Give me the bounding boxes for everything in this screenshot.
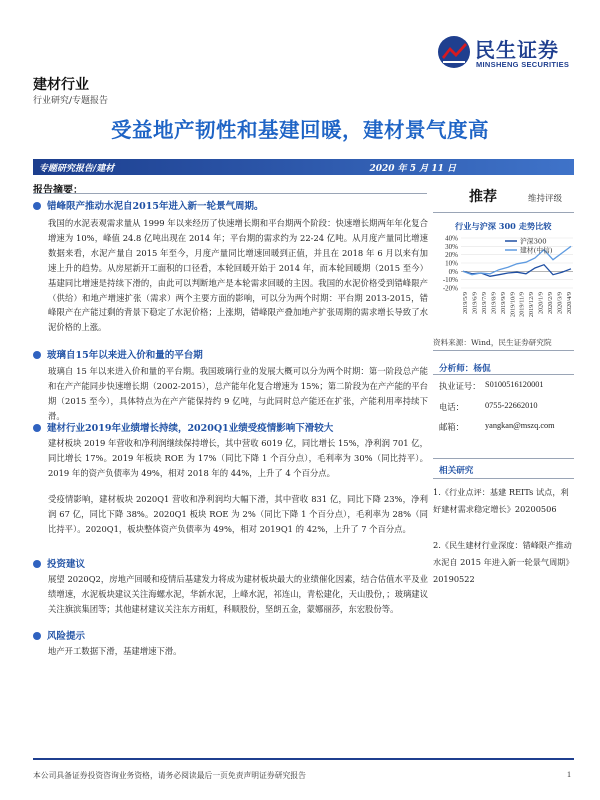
- related-research-heading: 相关研究: [439, 466, 474, 476]
- chart-x-tick-label: 2019/12/9: [528, 292, 536, 318]
- chart-y-tick-label: 40%: [445, 234, 458, 243]
- analyst-cert-key: 执业证号：: [439, 381, 481, 391]
- related-item[interactable]: 2.《民生建材行业深度：错峰限产推动水泥自 2015 年进入新一轮景气周期》20190522: [433, 540, 574, 584]
- bullet-icon: [33, 560, 41, 568]
- source-divider: [433, 350, 574, 351]
- chart-y-tick-label: -10%: [442, 276, 458, 285]
- section-paragraph: 我国的水泥表观需求量从 1999 年以来经历了快速增长期和平台期两个阶段：快速增长期两年年化复合增速为 10%，峰值 24.8 亿吨出现在 2014 年；平台期的需求约为 22-24 亿吨。从月度产量同比增速数据来看，水泥产量自 2015 年至今，月度产量同比增速回暖到正值，并且在 2018 年 6 月以来有加速上升的趋势。从房屋新开工面积的口径看，本轮回暖开始于 2014 年，而本轮回暖期（2015 至今）基建同比增速是持续下滑的，由此可以判断地产是本轮需求回暖的主因。我国的水泥价格受到错峰限产（供给）和地产增速扩张（需求）两个主要方面的影响，可以分为两个时期：平台期 2013-2015，错峰限产在产能过剩的背景下稳定了水泥价格；上涨期，错峰限产叠加地产扩张周期的需求增长导致了水泥价格的上涨。: [48, 218, 428, 333]
- chart-x-tick-label: 2020/2/9: [547, 292, 555, 315]
- brand-logo: [437, 33, 572, 71]
- brand-name-cn: 民生证券: [475, 38, 559, 62]
- page-number: 1: [567, 770, 571, 779]
- section-paragraph: 地产开工数据下滑，基建增速下滑。: [48, 646, 182, 656]
- report-category: 专题研究报告/建材: [39, 164, 115, 174]
- trend-chart: [433, 232, 578, 335]
- analyst-cert-value: S0100516120001: [485, 380, 544, 389]
- chart-x-tick-label: 2019/10/9: [509, 292, 517, 318]
- chart-y-tick-label: 30%: [445, 242, 458, 251]
- chart-x-tick-label: 2019/6/9: [471, 292, 479, 315]
- section-title: 风险提示: [33, 628, 427, 642]
- section-title: 玻璃自15年以来进入价和量的平台期: [33, 347, 427, 361]
- related-divider-top: [433, 458, 574, 459]
- chart-x-tick-label: 2020/4/9: [566, 292, 573, 315]
- analyst-phone-row: [439, 401, 538, 413]
- chart-y-tick-label: -20%: [442, 284, 458, 293]
- summary-heading: 报告摘要：: [33, 185, 83, 196]
- chart-y-tick-label: 10%: [445, 259, 458, 268]
- analyst-cert-row: [439, 380, 544, 392]
- analyst-name: 分析师：杨侃: [439, 364, 491, 374]
- chart-x-tick-label: 2020/3/9: [556, 292, 564, 315]
- section-title: 投资建议: [33, 556, 427, 570]
- chart-x-tick-label: 2019/7/9: [480, 292, 488, 315]
- chart-x-tick-label: 2019/8/9: [490, 292, 498, 315]
- chart-legend-label: 建材(中信): [520, 246, 553, 255]
- bullet-icon: [33, 424, 41, 432]
- report-date: 2020 年 5 月 11 日: [369, 164, 456, 174]
- report-title: 受益地产韧性和基建回暖，建材景气度高: [111, 118, 489, 142]
- footer-disclaimer: 本公司具备证券投资咨询业务资格，请务必阅读最后一页免责声明证券研究报告: [33, 771, 306, 780]
- analyst-email-row: [439, 421, 555, 433]
- bullet-icon: [33, 351, 41, 359]
- section-paragraph: 建材板块 2019 年营收和净利润继续保持增长，其中营收 6019 亿，同比增长 15%，净利润 701 亿，同比增长 17%。2019 年板块 ROE 为 17%（同比下降 1 个百分点），毛利率为 30%（同比持平）。2019 年的资产负债率为 49%，相对 2018 年的 44%，上升了 4 个百分点。: [48, 438, 428, 478]
- brand-name-en: MINSHENG SECURITIES: [476, 60, 570, 69]
- report-info-band: [33, 159, 574, 175]
- rating-label: 推荐: [469, 189, 497, 205]
- industry-label: 建材行业: [33, 77, 89, 93]
- footer-rule: [33, 758, 574, 760]
- bullet-icon: [33, 632, 41, 640]
- chart-y-tick-label: 0%: [448, 267, 458, 276]
- chart-legend-label: 沪深300: [520, 237, 547, 246]
- section-paragraph: 玻璃自 15 年以来进入价和量的平台期。我国玻璃行业的发展大概可以分为两个时期：第一阶段总产能和在产产能同步快速增长期（2002-2015），总产能年化复合增速为 15%；第二阶段为在产产能的平台期（2015 至今），具体特点为在产产能保持约 9 亿吨，与此同时总产能还在扩张，产能利用率持续下滑。: [48, 366, 428, 421]
- chart-x-tick-label: 2019/11/9: [518, 292, 526, 317]
- chart-x-tick-label: 2019/5/9: [462, 292, 469, 315]
- chart-series-line: [463, 265, 571, 277]
- chart-x-tick-label: 2019/9/9: [499, 292, 507, 315]
- analyst-phone-key: 电话：: [439, 402, 464, 412]
- rating-maintain: 维持评级: [528, 194, 563, 204]
- related-item[interactable]: 1.《行业点评：基建 REITs 试点，利好建材需求稳定增长》20200506: [433, 487, 569, 514]
- report-type: 行业研究/专题报告: [33, 96, 109, 106]
- analyst-phone-value: 0755-22662010: [485, 401, 538, 410]
- summary-divider: [33, 193, 427, 194]
- section-paragraph: 展望 2020Q2，房地产回暖和疫情后基建发力将成为建材板块最大的业绩催化因素，结合估值水平及业绩增速，水泥板块建议关注海螺水泥，华新水泥，上峰水泥，祁连山，青松建化，天山股份，；玻璃建议关注旗滨集团等；其他建材建议关注东方雨虹，科顺股份，坚朗五金，蒙娜丽莎，东宏股份等。: [48, 574, 428, 614]
- analyst-email-key: 邮箱：: [439, 422, 464, 432]
- section-title: 错峰限产推动水泥自2015年进入新一轮景气周期。: [33, 198, 427, 212]
- section-paragraph: 受疫情影响，建材板块 2020Q1 营收和净利润均大幅下滑，其中营收 831 亿，同比下降 23%，净利润 67 亿，同比下降 38%。2020Q1 板块 ROE 为 2%（同比下降 1 个百分点），毛利率为 28%（同比持平）。2020Q1，板块整体资产负债率为 49%，相对 2019Q1 的 42%，上升了 7 个百分点。: [48, 494, 428, 534]
- chart-title: 行业与沪深 300 走势比较: [455, 221, 552, 231]
- minsheng-logo-icon: [437, 35, 471, 69]
- chart-x-tick-label: 2020/1/9: [537, 292, 545, 315]
- bullet-icon: [33, 202, 41, 210]
- related-divider: [433, 478, 574, 479]
- section-title: 建材行业2019年业绩增长持续，2020Q1业绩受疫情影响下滑较大: [33, 420, 427, 434]
- analyst-email-value[interactable]: yangkan@mszq.com: [485, 421, 555, 430]
- trend-chart-svg: [433, 232, 578, 335]
- analyst-divider: [433, 374, 574, 375]
- chart-y-tick-label: 20%: [445, 251, 458, 260]
- chart-source: 资料来源：Wind，民生证券研究院: [433, 338, 552, 347]
- rating-divider: [433, 212, 574, 213]
